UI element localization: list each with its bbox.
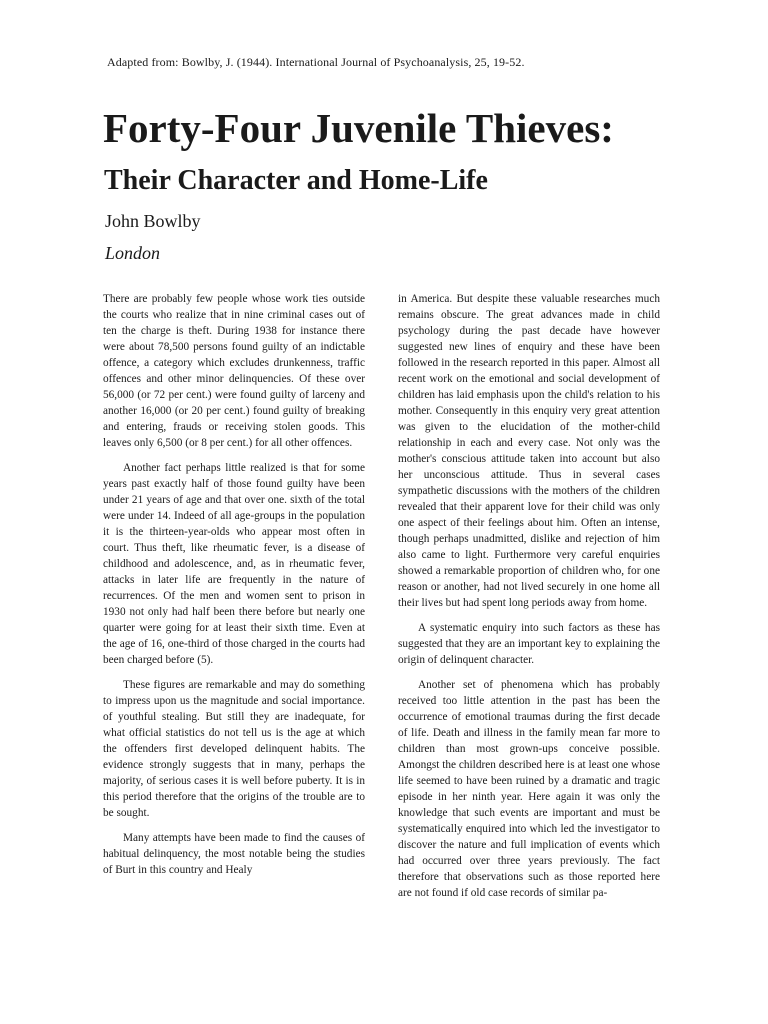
article-subtitle: Their Character and Home-Life xyxy=(104,165,488,196)
paragraph: Another fact perhaps little realized is that for some years past exactly half of those found guilty have been under 21 years of age and that over one. sixth of the total were under 14. Indeed of all age-groups in the population it is the thirteen-year-olds who appear most often in court. Thus theft, like rheumatic fever, is a disease of childhood and adolescence, and, as in rheumatic fever, attacks in later life are frequently in the nature of recurrences. Of the men and women sent to prison in 1930 not only had half been there before but nearly one quarter were going for at least their sixth time. Even at the age of 16, one-third of those charged in the courts had been charged before (5). xyxy=(103,462,365,666)
author-location: London xyxy=(105,243,161,263)
right-column xyxy=(398,291,660,910)
paragraph: Another set of phenomena which has probably received too little attention in the past has been the occurrence of emotional traumas during the first decade of life. Death and illness in the family mean far more to children than most grown-ups conceive possible. Amongst the children described here is at least one whose life seemed to have been ruined by a dramatic and tragic episode in her ninth year. Here again it was only the knowledge that such events are important and must be systematically enquired into which led the investigator to discover the nature and full implication of events which had occurred over three years previously. The fact therefore that observations such as those reported here are not found if old case records of similar pa- xyxy=(398,679,660,899)
left-column xyxy=(103,291,365,887)
author-name: John Bowlby xyxy=(105,211,201,231)
paragraph: There are probably few people whose work ties outside the courts who realize that in nine criminal cases out of ten the charge is theft. During 1938 for instance there were about 78,500 persons found guilty of an indictable offence, a category which excludes drunkenness, traffic offences and other minor delinquencies. Of these over 56,000 (or 72 per cent.) were found guilty of larceny and another 16,000 (or 20 per cent.) found guilty of breaking and entering, frauds or receiving stolen goods. This leaves only 6,500 (or 8 per cent.) for all other offences. xyxy=(103,293,365,449)
source-citation: Adapted from: Bowlby, J. (1944). International Journal of Psychoanalysis, 25, 19-52. xyxy=(107,55,525,69)
paragraph: in America. But despite these valuable researches much remains obscure. The great advances made in child psychology during the past decade have however suggested new lines of enquiry and these have been followed in the research reported in this paper. Almost all recent work on the emotional and social development of children has laid emphasis upon the child's relation to his mother. Consequently in this enquiry very great attention was given to the elucidation of the mother-child relationship in each and every case. Not only was the mother's conscious attitude taken into account but also her unconscious attitude. Thus in several cases sympathetic discussions with the mothers of the children revealed that their apparent love for their child was only one aspect of their feelings about him. Often an intense, though perhaps unadmitted, dislike and rejection of him also came to light. Furthermore very careful enquiries showed a remarkable proportion of children who, for one reason or another, had not lived securely in one home all their lives but had spent long periods away from home. xyxy=(398,293,660,609)
paragraph: These figures are remarkable and may do something to impress upon us the magnitude and social importance. of youthful stealing. But still they are inadequate, for what official statistics do not tell us is the age at which the offenders first developed delinquent habits. The evidence strongly suggests that in many, perhaps the majority, of serious cases it is well before puberty. It is in this period therefore that the origins of the trouble are to be sought. xyxy=(103,679,365,819)
paragraph: Many attempts have been made to find the causes of habitual delinquency, the most notable being the studies of Burt in this country and Healy xyxy=(103,832,365,876)
paragraph: A systematic enquiry into such factors as these has suggested that they are an important key to explaining the origin of delinquent character. xyxy=(398,622,660,666)
article-title: Forty-Four Juvenile Thieves: xyxy=(103,105,614,151)
